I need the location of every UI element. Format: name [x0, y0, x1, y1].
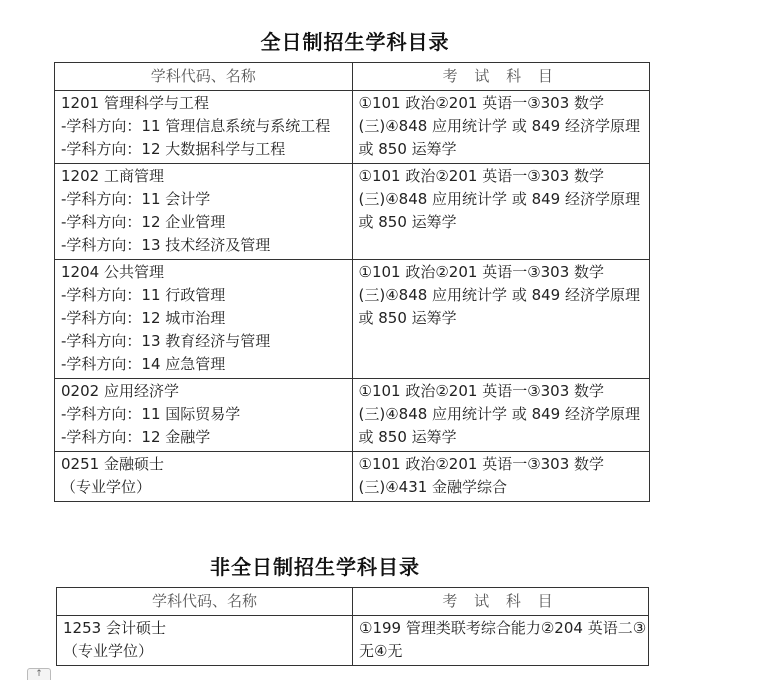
table-row	[57, 616, 649, 666]
full-time-catalog-table	[54, 62, 650, 502]
table-row	[55, 91, 650, 164]
table-row	[55, 379, 650, 452]
exam-subjects-cell	[352, 91, 650, 164]
subject-direction: （专业学位）	[61, 478, 152, 496]
subject-direction: -学科方向：11 会计学	[61, 190, 211, 208]
header-subject-code-name: 学科代码、名称	[57, 588, 353, 616]
exam-subjects-cell	[352, 260, 650, 379]
subject-direction: （专业学位）	[63, 642, 154, 660]
subject-cell	[55, 379, 353, 452]
table-header-row	[57, 588, 649, 616]
subject-direction: -学科方向：11 行政管理	[61, 286, 226, 304]
exam-subjects-cell	[352, 452, 650, 502]
exam-subjects-text: ①101 政治②201 英语一③303 数学(三)④848 应用统计学 或 849 经济学原理或 850 运筹学	[358, 263, 640, 327]
subject-cell	[55, 260, 353, 379]
header-subject-code-name: 学科代码、名称	[55, 63, 353, 91]
part-time-catalog-title: 非全日制招生学科目录	[210, 555, 420, 579]
exam-subjects-cell	[353, 616, 649, 666]
subject-cell	[55, 164, 353, 260]
table-header-row	[55, 63, 650, 91]
subject-name: 0202 应用经济学	[61, 382, 179, 400]
subject-direction: -学科方向：12 金融学	[61, 428, 211, 446]
full-time-catalog-title: 全日制招生学科目录	[260, 30, 450, 54]
subject-name: 1204 公共管理	[61, 263, 164, 281]
exam-subjects-text: ①101 政治②201 英语一③303 数学(三)④848 应用统计学 或 849 经济学原理或 850 运筹学	[358, 167, 640, 231]
subject-name: 1253 会计硕士	[63, 619, 166, 637]
subject-direction: -学科方向：11 国际贸易学	[61, 405, 241, 423]
subject-direction: -学科方向：13 教育经济与管理	[61, 332, 271, 350]
part-time-catalog-table	[56, 587, 649, 666]
exam-subjects-cell	[352, 164, 650, 260]
table-row	[55, 452, 650, 502]
header-exam-subjects: 考 试 科 目	[353, 588, 649, 616]
subject-cell	[55, 91, 353, 164]
table-row	[55, 164, 650, 260]
subject-direction: -学科方向：14 应急管理	[61, 355, 226, 373]
table-row	[55, 260, 650, 379]
subject-cell	[55, 452, 353, 502]
subject-direction: -学科方向：12 城市治理	[61, 309, 226, 327]
subject-name: 0251 金融硕士	[61, 455, 164, 473]
exam-subjects-text: ①101 政治②201 英语一③303 数学(三)④431 金融学综合	[358, 455, 605, 496]
subject-direction: -学科方向：13 技术经济及管理	[61, 236, 271, 254]
up-arrow-icon[interactable]: ↑	[27, 668, 51, 680]
subject-direction: -学科方向：12 大数据科学与工程	[61, 140, 286, 158]
subject-cell	[57, 616, 353, 666]
exam-subjects-cell	[352, 379, 650, 452]
subject-direction: -学科方向：12 企业管理	[61, 213, 226, 231]
subject-name: 1201 管理科学与工程	[61, 94, 209, 112]
exam-subjects-text: ①101 政治②201 英语一③303 数学(三)④848 应用统计学 或 849 经济学原理或 850 运筹学	[358, 382, 640, 446]
exam-subjects-text: ①101 政治②201 英语一③303 数学(三)④848 应用统计学 或 849 经济学原理或 850 运筹学	[358, 94, 640, 158]
subject-direction: -学科方向：11 管理信息系统与系统工程	[61, 117, 331, 135]
subject-name: 1202 工商管理	[61, 167, 164, 185]
header-exam-subjects: 考 试 科 目	[352, 63, 650, 91]
exam-subjects-text: ①199 管理类联考综合能力②204 英语二③无④无	[359, 619, 647, 660]
